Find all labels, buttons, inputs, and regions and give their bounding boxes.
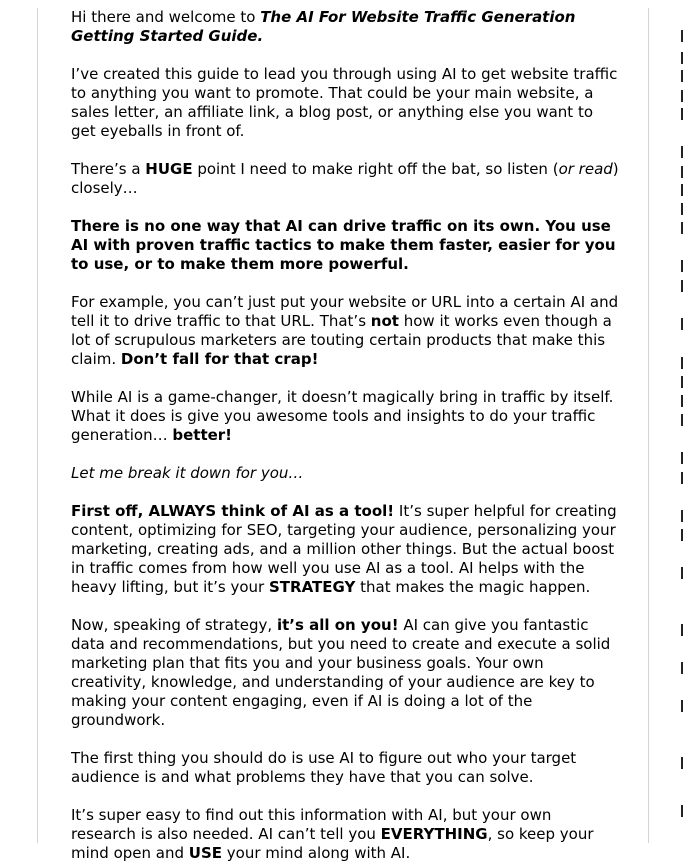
paragraph-strategy: Now, speaking of strategy, it’s all on you! AI can give you fantastic data and recommendations, but you need to create and execute a solid marketing plan that fits you and your business goals. Your own creativity, knowledge, and understanding of your audience are key to making your content engaging, even if AI is doing a lot of the groundwork. (71, 616, 611, 729)
intro-paragraph (71, 8, 619, 46)
everything-emphasis: EVERYTHING (380, 825, 488, 843)
paragraph-example: For example, you can’t just put your website or URL into a certain AI and tell it to drive traffic to that URL. That’s not how it works even though a lot of scrupulous marketers are touting certain products that make this claim. Don’t fall for that crap! (71, 293, 619, 368)
strategy-emphasis: STRATEGY (269, 578, 356, 596)
paragraph-break-it-down: Let me break it down for you… (71, 464, 304, 482)
ai-tool-emphasis: First off, ALWAYS think of AI as a tool! (71, 502, 395, 520)
right-margin-rule (648, 8, 649, 843)
better-emphasis: better! (172, 426, 233, 444)
use-emphasis: USE (188, 844, 223, 862)
guide-title: The AI For Website Traffic Generation Getting Started Guide. (71, 8, 576, 45)
dont-fall-emphasis: Don’t fall for that crap! (120, 350, 319, 368)
paragraph-game-changer: While AI is a game-changer, it doesn’t magically bring in traffic by itself. What it does is give you awesome tools and insights to do your traffic generation… better! (71, 388, 614, 444)
intro-prefix: Hi there and welcome to (71, 8, 261, 26)
paragraph-target-audience: The first thing you should do is use AI to figure out who your target audience is and what problems they have that you can solve. (71, 749, 577, 786)
paragraph-huge-point: There’s a HUGE point I need to make right off the bat, so listen (or read) closely… (71, 160, 619, 197)
not-emphasis: not (370, 312, 399, 330)
all-on-you-emphasis: it’s all on you! (276, 616, 399, 634)
paragraph-ai-as-tool: First off, ALWAYS think of AI as a tool! It’s super helpful for creating content, optimizing for SEO, targeting your audience, personalizing your marketing, creating ads, and a million other things. But the actual boost in traffic comes from how well you use AI as a tool. AI helps with the heavy lifting, but it’s your STRATEGY that makes the magic happen. (71, 502, 617, 596)
document-body (71, 8, 619, 863)
paragraph-purpose: I’ve created this guide to lead you through using AI to get website traffic to anything you want to promote. That could be your main website, a sales letter, an affiliate link, a blog post, or anything else you want to get eyeballs in front of. (71, 65, 618, 140)
paragraph-research: It’s super easy to find out this information with AI, but your own research is also needed. AI can’t tell you EVERYTHING, so keep your mind open and USE your mind along with AI. (71, 806, 594, 862)
left-margin-rule (37, 8, 38, 843)
paragraph-key-statement: There is no one way that AI can drive traffic on its own. You use AI with proven traffic tactics to make them faster, easier for you to use, or to make them more powerful. (71, 217, 616, 273)
or-read-emphasis: or read (558, 160, 613, 178)
huge-emphasis: HUGE (145, 160, 193, 178)
